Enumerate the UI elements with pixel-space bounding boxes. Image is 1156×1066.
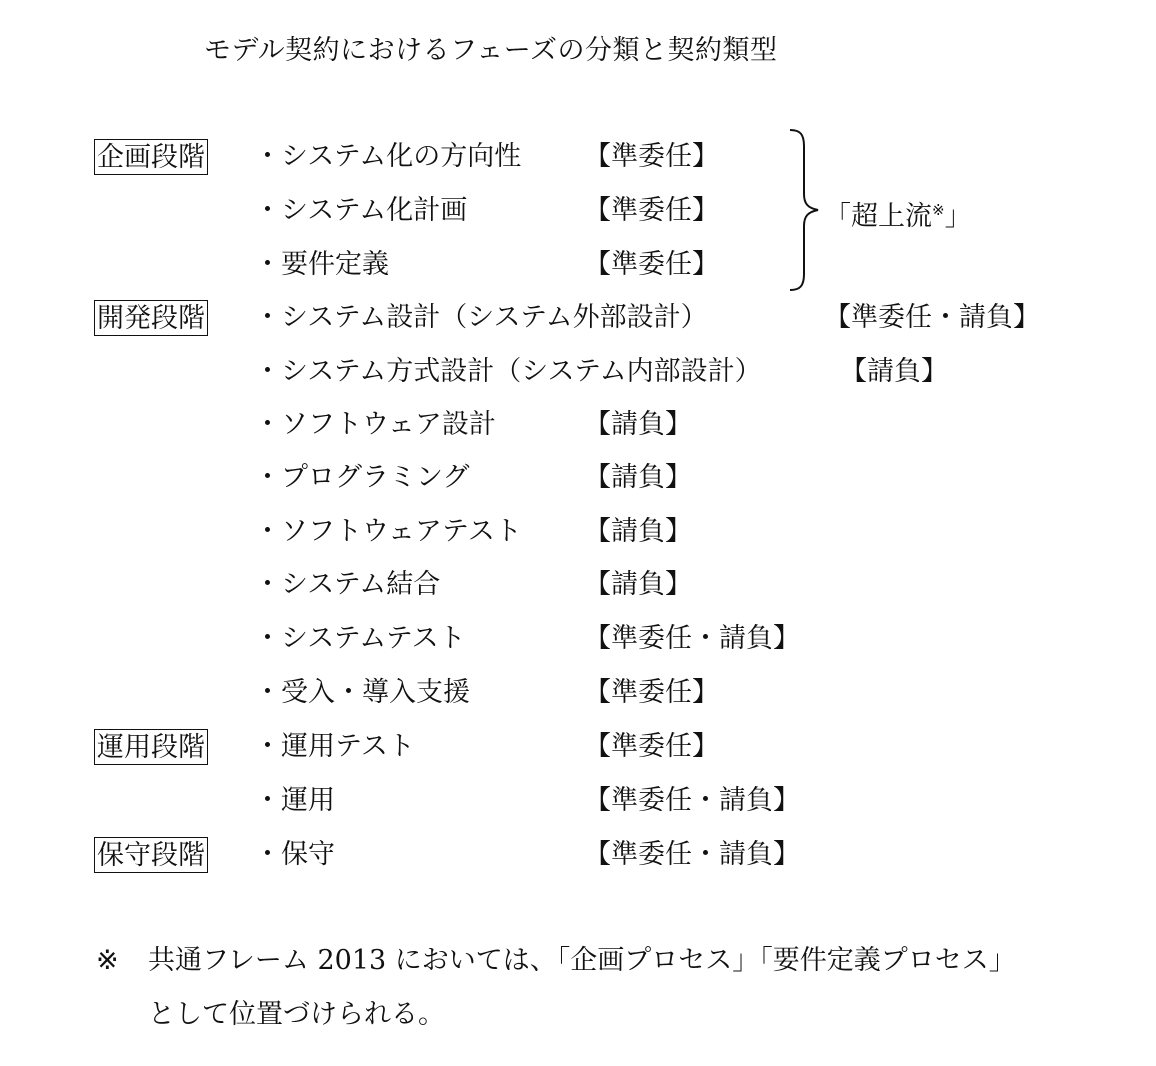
item-label: ・運用: [254, 785, 335, 816]
row-planning-3: [0, 247, 1156, 301]
phase-label-operation: 運用段階: [94, 729, 208, 765]
contract-type: 【請負】: [584, 516, 692, 547]
row-development-7: [0, 621, 1156, 675]
row-development-4: [0, 460, 1156, 514]
row-planning-1: [0, 139, 1156, 193]
item-label: ・受入・導入支援: [254, 677, 470, 708]
contract-type: 【準委任・請負】: [584, 839, 800, 870]
contract-type: 【準委任】: [584, 141, 719, 172]
upstream-label-text: 「超上流: [824, 201, 932, 232]
contract-type: 【請負】: [584, 462, 692, 493]
item-label: ・システム化計画: [254, 195, 468, 226]
row-maintenance-1: [0, 837, 1156, 891]
footnote-line-1: 共通フレーム 2013 においては、「企画プロセス」「要件定義プロセス」: [148, 945, 1016, 976]
phase-label-maintenance: 保守段階: [94, 837, 208, 873]
contract-type: 【準委任・請負】: [584, 785, 800, 816]
contract-type: 【請負】: [584, 409, 692, 440]
row-planning-2: [0, 193, 1156, 247]
item-label: ・ソフトウェア設計: [254, 409, 496, 440]
contract-type: 【準委任・請負】: [824, 302, 1040, 333]
item-label: ・保守: [254, 839, 335, 870]
item-label: ・システム方式設計（システム内部設計）: [254, 356, 762, 387]
contract-type: 【準委任】: [584, 195, 719, 226]
item-label: ・要件定義: [254, 249, 389, 280]
page-title: モデル契約におけるフェーズの分類と契約類型: [204, 35, 778, 66]
row-development-8: [0, 675, 1156, 729]
contract-type: 【準委任】: [584, 249, 719, 280]
row-development-3: [0, 407, 1156, 461]
contract-type: 【準委任】: [584, 677, 719, 708]
item-label: ・システム化の方向性: [254, 141, 522, 172]
upstream-note-mark: ※: [932, 201, 945, 219]
upstream-label-close: 」: [944, 201, 972, 232]
item-label: ・ソフトウェアテスト: [254, 516, 522, 547]
contract-type: 【準委任】: [584, 731, 719, 762]
item-label: ・運用テスト: [254, 731, 415, 762]
row-operation-2: [0, 783, 1156, 837]
contract-type: 【請負】: [584, 569, 692, 600]
footnote-mark: ※: [96, 945, 119, 976]
row-development-1: [0, 300, 1156, 354]
item-label: ・システムテスト: [254, 623, 466, 654]
item-label: ・システム設計（システム外部設計）: [254, 302, 708, 333]
item-label: ・システム結合: [254, 569, 441, 600]
row-development-5: [0, 514, 1156, 568]
row-operation-1: [0, 729, 1156, 783]
right-curly-brace-icon: [786, 128, 822, 292]
contract-type: 【準委任・請負】: [584, 623, 800, 654]
contract-type: 【請負】: [840, 356, 948, 387]
phase-label-development: 開発段階: [94, 300, 208, 336]
upstream-label: [824, 192, 972, 235]
row-development-6: [0, 567, 1156, 621]
item-label: ・プログラミング: [254, 462, 470, 493]
row-development-2: [0, 354, 1156, 408]
footnote-line-2: として位置づけられる。: [148, 999, 445, 1030]
phase-label-planning: 企画段階: [94, 139, 208, 175]
